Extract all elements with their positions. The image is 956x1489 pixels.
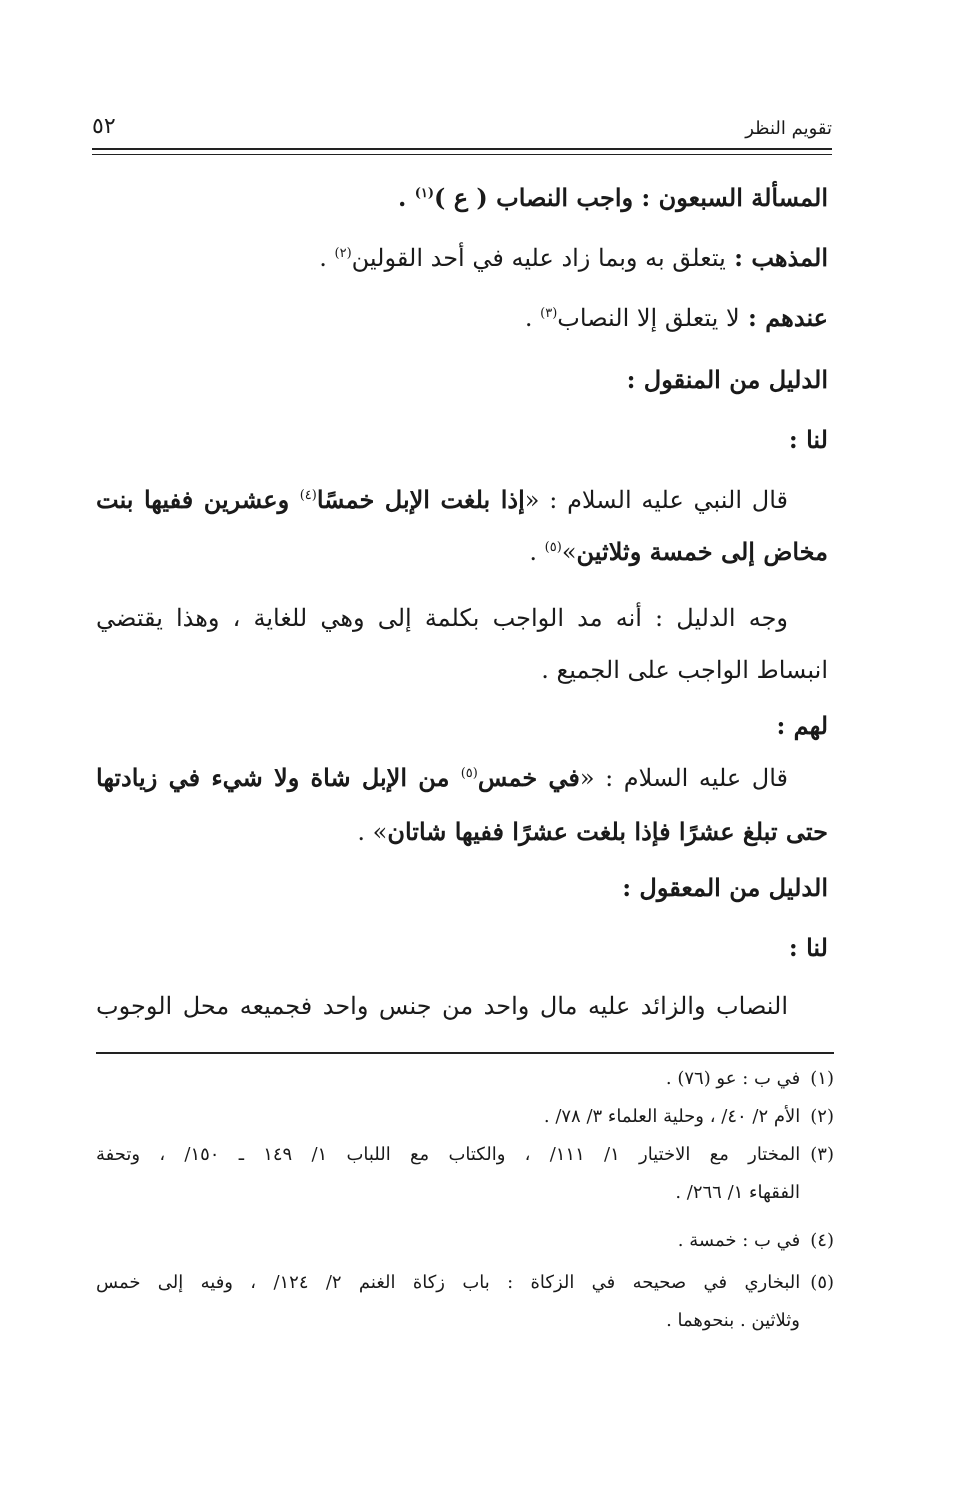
madhhab-end: . xyxy=(319,244,335,272)
evidence-aspect-line-2: انبساط الواجب على الجميع . xyxy=(541,656,828,684)
footnote-text: الأم ٢/ ٤٠/ ، وحلية العلماء ٣/ ٧٨/ . xyxy=(543,1106,801,1127)
footnote-4 xyxy=(678,1228,834,1254)
issue-heading-end: . xyxy=(398,183,415,212)
header-rule-thick xyxy=(92,148,832,150)
footnote-text: المختار مع الاختيار ١/ ١١١/ ، والكتاب مع اللباب ١/ ١٤٩ ـ ١٥٠/ ، وتحفة xyxy=(96,1144,801,1165)
running-header xyxy=(92,112,832,152)
footnote-5 xyxy=(96,1270,834,1296)
footnote-3-continued: الفقهاء ١/ ٢٦٦/ . xyxy=(675,1182,800,1203)
hadith-text-1a: إذا بلغت الإبل خمسًا xyxy=(316,485,525,514)
footnote-ref-2: (٢) xyxy=(334,246,352,261)
footnote-number: (٤) xyxy=(810,1230,834,1251)
hadith-line-1 xyxy=(96,484,788,516)
evidence-aspect-line-1: وجه الدليل : أنه مد الواجب بكلمة إلى وهي للغاية ، وهذا يقتضي xyxy=(96,604,788,632)
hadith2-text-1a: في خمس xyxy=(477,763,580,792)
hadith2-line-1 xyxy=(96,762,788,794)
running-title: تقويم النظر xyxy=(745,118,832,139)
footnote-number: (٢) xyxy=(810,1106,834,1127)
footnote-number: (١) xyxy=(810,1068,834,1089)
rational-argument-line: النصاب والزائد عليه مال واحد من جنس واحد فجميعه محل الوجوب xyxy=(96,992,788,1020)
footnote-text: البخاري في صحيحه في الزكاة : باب زكاة الغنم ٢/ ١٢٤/ ، وفيه إلى خمس xyxy=(96,1272,801,1293)
hadith-line-2 xyxy=(529,536,828,568)
hadith-text-2: مخاض إلى خمسة وثلاثين xyxy=(576,537,828,566)
madhhab-text: يتعلق به وبما زاد عليه في أحد القولين xyxy=(351,244,726,272)
opponents-end: . xyxy=(524,304,541,332)
hadith2-end: » . xyxy=(357,818,388,846)
hadith2-text-1b: من الإبل شاة ولا شيء في زيادتها xyxy=(96,763,461,792)
for-us-heading-1: لنا : xyxy=(788,425,828,454)
footnote-ref-3: (٣) xyxy=(540,306,558,321)
footnote-2 xyxy=(544,1104,834,1130)
hadith2-text-2: حتى تبلغ عشرًا فإذا بلغت عشرًا ففيها شاتان xyxy=(387,817,828,846)
page-number: ٥٢ xyxy=(92,114,116,139)
footnote-ref-4: (٤) xyxy=(299,488,317,503)
opponents-label: عندهم : xyxy=(739,303,828,332)
footnote-5-continued: وثلاثين . بنحوهما . xyxy=(666,1310,800,1331)
madhhab-label: المذهب : xyxy=(725,243,828,272)
transmitted-evidence-heading: الدليل من المنقول : xyxy=(626,365,828,394)
opponents-line xyxy=(525,302,828,334)
opponents-text: لا يتعلق إلا النصاب xyxy=(557,304,740,332)
footnote-ref-1: (١) xyxy=(414,186,435,201)
hadith-intro: قال النبي عليه السلام : « xyxy=(524,486,788,514)
footnote-text: في ب : عو (٧٦) . xyxy=(665,1068,801,1089)
footnote-text: في ب : خمسة . xyxy=(677,1230,801,1251)
for-them-heading: لهم : xyxy=(776,711,828,740)
hadith-close-quote: » xyxy=(561,538,577,566)
footnote-number: (٥) xyxy=(810,1272,835,1293)
header-rule-thin xyxy=(92,154,832,155)
hadith2-line-2 xyxy=(357,816,828,848)
madhhab-line xyxy=(319,242,828,274)
footnote-ref-5: (٥) xyxy=(544,540,562,555)
footnote-rule xyxy=(96,1052,834,1054)
for-us-heading-2: لنا : xyxy=(788,933,828,962)
footnote-ref-5b: (٥) xyxy=(460,766,478,781)
hadith-text-1b: وعشرين ففيها بنت xyxy=(96,485,300,514)
issue-heading-text: المسألة السبعون : واجب النصاب ( ع ) xyxy=(434,183,828,212)
issue-heading xyxy=(398,182,828,214)
hadith-end: . xyxy=(529,538,545,566)
hadith2-intro: قال عليه السلام : « xyxy=(579,764,789,792)
footnote-1 xyxy=(666,1066,834,1092)
footnote-number: (٣) xyxy=(810,1144,834,1165)
rational-evidence-heading: الدليل من المعقول : xyxy=(622,873,828,902)
footnote-3 xyxy=(96,1142,834,1168)
